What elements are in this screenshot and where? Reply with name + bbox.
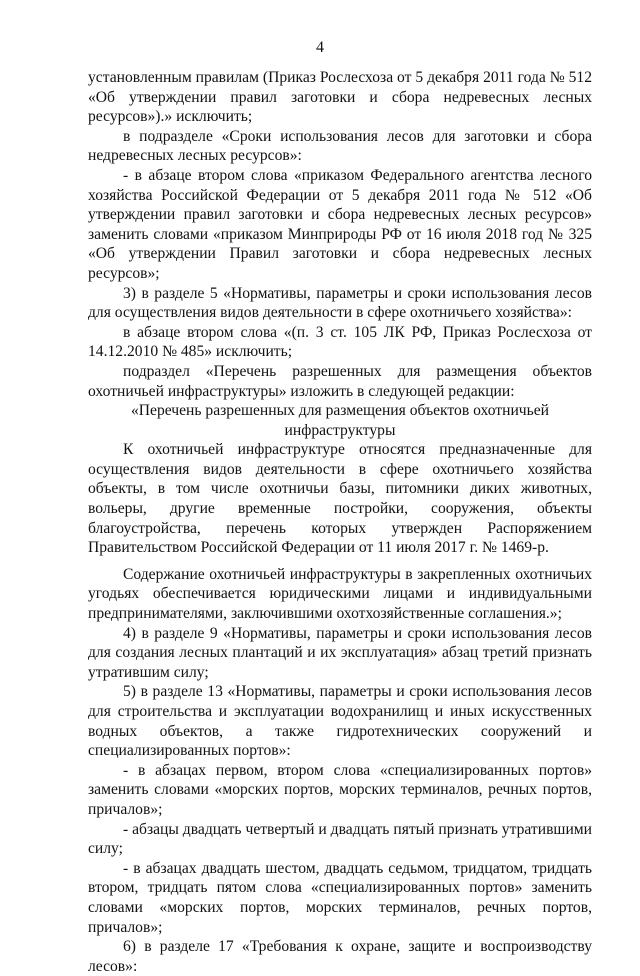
quoted-heading-line: инфраструктуры (284, 421, 396, 439)
paragraph: установленным правилам (Приказ Рослесхоза от 5 декабря 2011 года № 512 «Об утверждении правил заготовки и сбора недревесных лесных ресурсов»).» исключить; (88, 69, 592, 126)
paragraph: подраздел «Перечень разрешенных для размещения объектов охотничьей инфраструктуры» изложить в следующей редакции: (88, 362, 592, 400)
document-body (88, 68, 592, 976)
paragraph-gap (88, 558, 592, 565)
paragraph: - абзацы двадцать четвертый и двадцать пятый признать утратившими силу; (88, 820, 592, 858)
paragraph: - в абзацах двадцать шестом, двадцать седьмом, тридцатом, тридцать втором, тридцать пятом слова «специализированных портов» заменить словами «морских портов, морских терминалов, речных портов, причалов»; (88, 859, 592, 936)
quoted-heading-line: «Перечень разрешенных для размещения объектов охотничьей (130, 402, 550, 420)
paragraph: Содержание охотничьей инфраструктуры в закрепленных охотничьих угодьях обеспечивается юридическими лицами и индивидуальными предпринимателями, заключившими охотхозяйственные соглашения.»; (88, 565, 592, 623)
paragraph: 6) в разделе 17 «Требования к охране, защите и воспроизводству лесов»: (88, 938, 592, 975)
paragraph: К охотничьей инфраструктуре относятся предназначенные для осуществления видов деятельности в сфере охотничьего хозяйства объекты, в том числе охотничьи базы, питомники диких животных, вольеры, другие временные постройки, сооружения, объекты благоустройства, перечень которых утвержден Распоряжением Правительством Российской Федерации от 11 июля 2017 г. № 1469-р. (88, 441, 592, 557)
paragraph: - в абзацах первом, втором слова «специализированных портов» заменить словами «морских портов, морских терминалов, речных портов, причалов»; (88, 761, 592, 818)
page-number: 4 (316, 39, 324, 56)
paragraph: в абзаце втором слова «(п. 3 ст. 105 ЛК РФ, Приказ Рослесхоза от 14.12.2010 № 485» исключить; (88, 323, 592, 361)
paragraph: - в абзаце втором слова «приказом Федерального агентства лесного хозяйства Российской Федерации от 5 декабря 2011 года № 512 «Об утверждении правил заготовки и сбора недревесных лесных ресурсов» заменить словами «приказом Минприроды РФ от 16 июля 2018 год № 325 «Об утверждении Правил заготовки и сбора недревесных лесных ресурсов»; (88, 166, 592, 282)
paragraph: 4) в разделе 9 «Нормативы, параметры и сроки использования лесов для создания лесных плантаций и их эксплуатация» абзац третий признать утратившим силу; (88, 624, 592, 681)
paragraph: в подразделе «Сроки использования лесов для заготовки и сбора недревесных лесных ресурсов»: (88, 127, 592, 165)
paragraph: 5) в разделе 13 «Нормативы, параметры и сроки использования лесов для строительства и эксплуатации водохранилищ и иных искусственных водных объектов, а также гидротехнических сооружений и специализированных портов»: (88, 683, 592, 760)
paragraph: 3) в разделе 5 «Нормативы, параметры и сроки использования лесов для осуществления видов деятельности в сфере охотничьего хозяйства»: (88, 284, 592, 322)
